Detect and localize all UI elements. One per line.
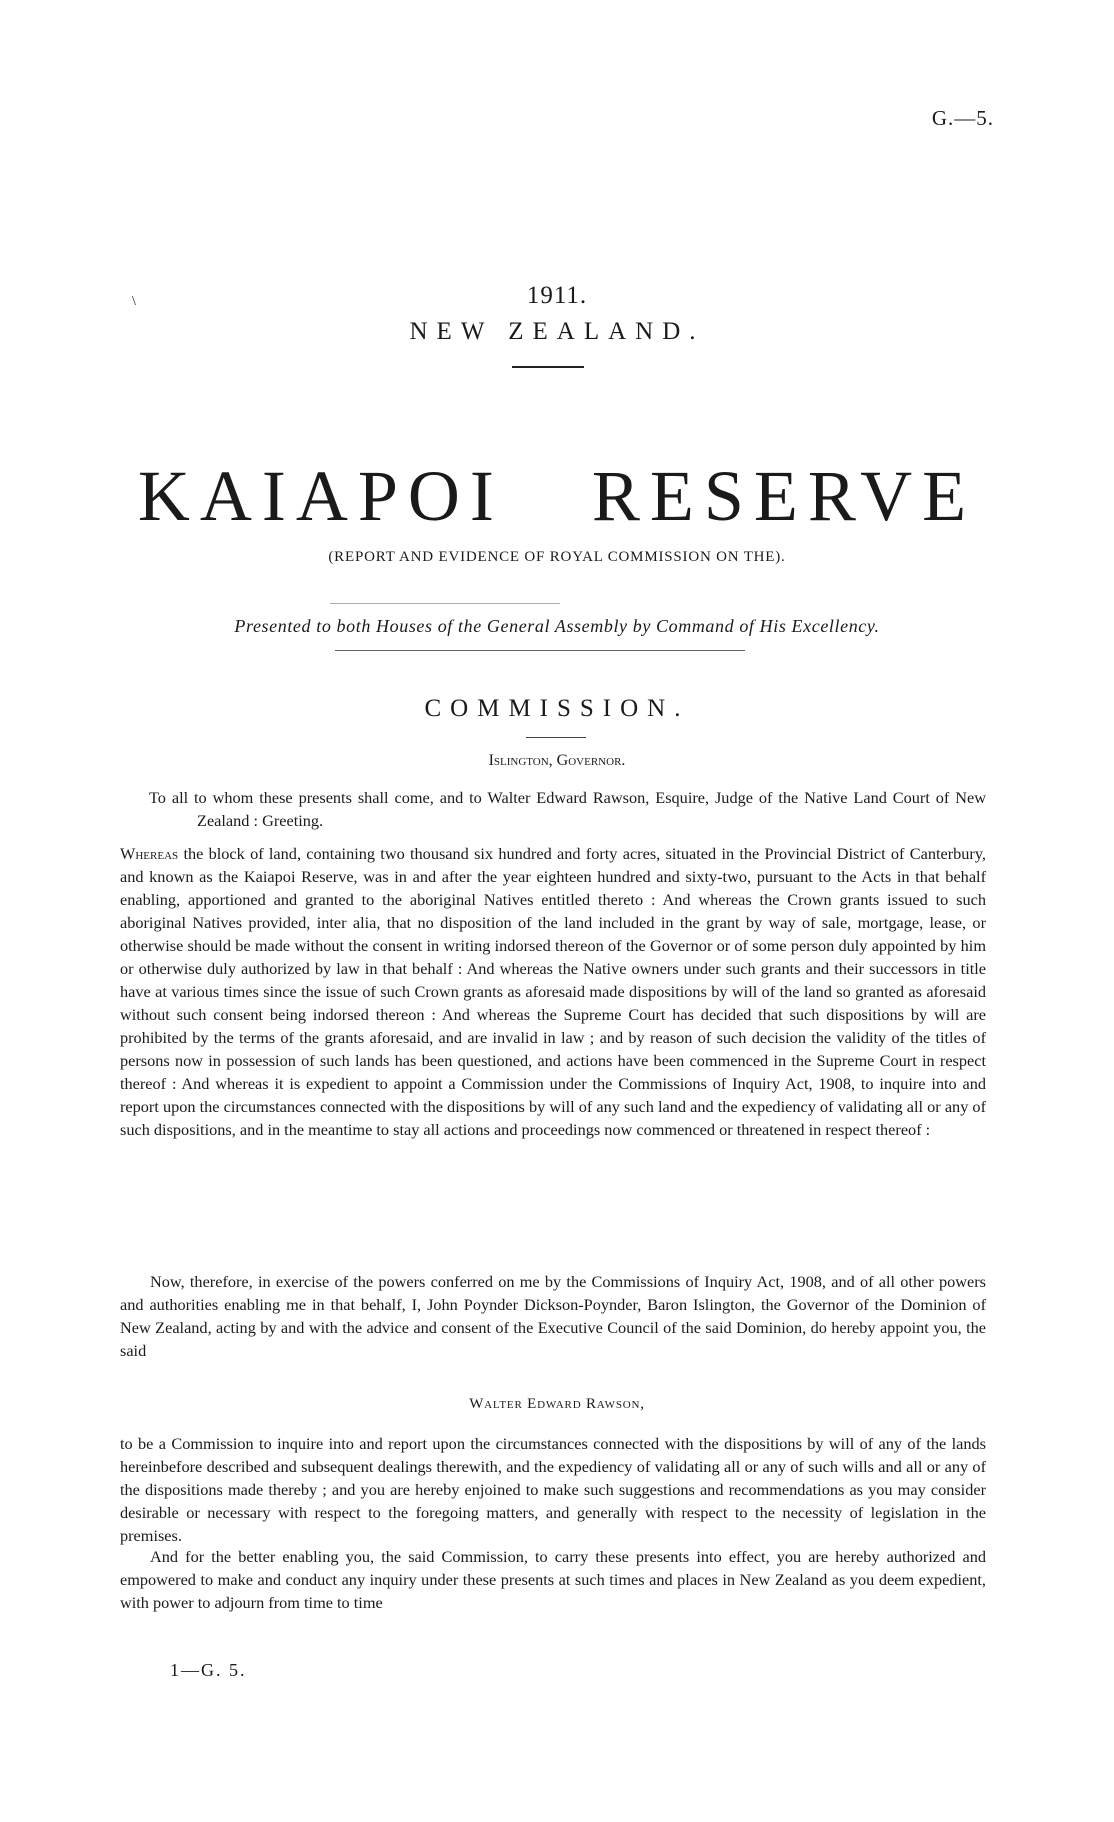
divider-rule	[526, 737, 586, 738]
page-reference: G.—5.	[931, 106, 994, 130]
country-heading: NEW ZEALAND.	[409, 318, 705, 345]
whereas-body: the block of land, containing two thousand six hundred and forty acres, situated in the Provincial District of Canterbury, and known as the Kaiapoi Reserve, was in and after the year eighteen hundred and sixty-two, pursuant to the Acts in that behalf enabling, apportioned and granted to the aboriginal Natives entitled thereto : And whereas the Crown grants issued to such aboriginal Natives provided, inter alia, that no disposition of the land included in the grant by way of sale, mortgage, lease, or otherwise should be made without the consent in writing indorsed thereon of the Governor or of some person duly appointed by him or otherwise duly authorized by law in that behalf : And whereas the Native owners under such grants and their successors in title have at various times since the issue of such Crown grants as aforesaid made dispositions by will of the land so granted as aforesaid without such consent being indorsed thereon : And whereas the Supreme Court has decided that such dispositions by will are prohibited by the terms of the grants aforesaid, and are invalid in law ; and by reason of such decision the validity of the titles of persons now in possession of such lands has been questioned, and actions have been commenced in the Supreme Court in respect thereof : And whereas it is expedient to appoint a Commission under the Commissions of Inquiry Act, 1908, to inquire into and report upon the circumstances connected with the dispositions by will of any such land and the expediency of validating all or any of such dispositions, and in the meantime to stay all actions and proceedings now commenced or threatened in respect thereof :	[120, 844, 986, 1139]
document-title: KAIAPOI RESERVE	[137, 456, 977, 536]
document-subtitle: (REPORT AND EVIDENCE OF ROYAL COMMISSION ON THE).	[328, 549, 786, 565]
divider-rule	[512, 366, 584, 368]
greeting-paragraph	[120, 786, 986, 832]
margin-mark: \	[132, 294, 136, 309]
divider-rule	[330, 603, 560, 604]
now-therefore-paragraph	[120, 1270, 986, 1362]
year-heading: 1911.	[526, 282, 588, 309]
authority-paragraph	[120, 1545, 986, 1614]
whereas-text	[120, 842, 986, 1141]
authority-text: And for the better enabling you, the said Commission, to carry these presents into effect, you are hereby authorized and empowered to make and conduct any inquiry under these presents at such times and places in New Zealand as you deem expedient, with power to adjourn from time to time	[120, 1547, 986, 1612]
whereas-paragraph	[120, 842, 986, 1141]
appointee-name: Walter Edward Rawson,	[469, 1396, 645, 1412]
divider-rule	[335, 650, 745, 651]
greeting-text: To all to whom these presents shall come, and to Walter Edward Rawson, Esquire, Judge of the Native Land Court of New Zealand : Greeting.	[149, 788, 986, 830]
commission-purpose-paragraph	[120, 1432, 986, 1547]
now-therefore-text: Now, therefore, in exercise of the powers conferred on me by the Commissions of Inquiry Act, 1908, and of all other powers and authorities enabling me in that behalf, I, John Poynder Dickson-Poynder, Baron Islington, the Governor of the Dominion of New Zealand, acting by and with the advice and consent of the Executive Council of the said Dominion, do hereby appoint you, the said	[120, 1272, 986, 1360]
whereas-lead: Whereas	[120, 844, 179, 863]
presented-line: Presented to both Houses of the General Assembly by Command of His Excellency.	[234, 616, 880, 636]
section-heading: COMMISSION.	[424, 695, 690, 722]
sheet-reference: 1—G. 5.	[170, 1660, 247, 1680]
signatory-line: Islington, Governor.	[488, 752, 626, 769]
commission-purpose-text: to be a Commission to inquire into and report upon the circumstances connected with the dispositions by will of any of the lands hereinbefore described and subsequent dealings therewith, and the expediency of validating all or any of such wills and all or any of the dispositions made thereby ; and you are hereby enjoined to make such suggestions and recommendations as you may consider desirable or necessary with respect to the foregoing matters, and generally with respect to the necessity of legislation in the premises.	[120, 1434, 986, 1545]
